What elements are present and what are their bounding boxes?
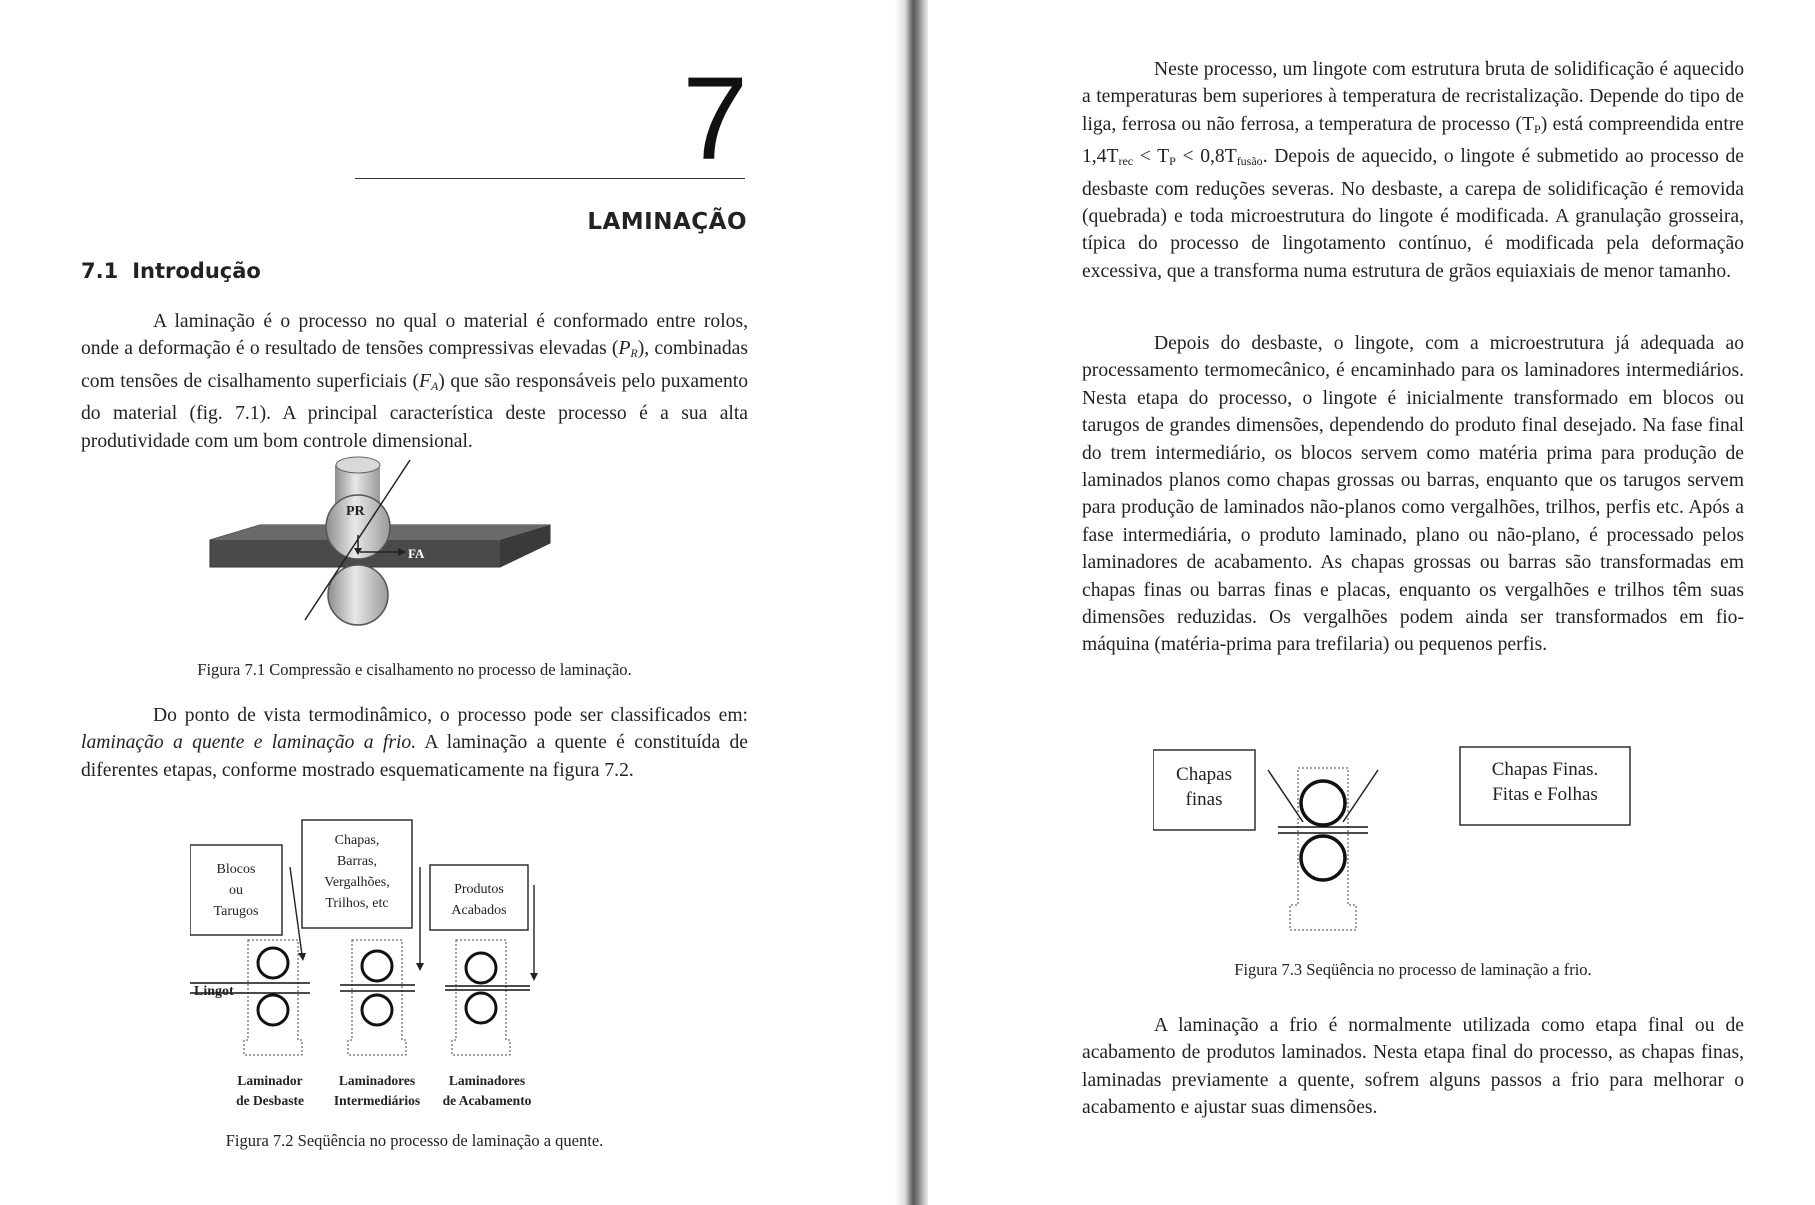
box-chapas-finas-line2: finas bbox=[1185, 789, 1223, 810]
process-text-1: Neste processo, um lingote com estrutura bruta de solidificação é aquecido a temperaturas bem superiores à temperatura de recristalização. Depende do tipo de liga, ferrosa ou não ferrosa, a temperatura de processo (T bbox=[1082, 59, 1744, 135]
intro-text-3: ) que são responsáveis pelo puxamento do material (fig. 7.1). A principal característica deste processo é a sua alta produtividade com um bom controle dimensional. bbox=[81, 370, 748, 452]
stand-1-label-line2: de Desbaste bbox=[236, 1093, 304, 1108]
chapter-number: 7 bbox=[682, 53, 748, 185]
tp-subscript-2: P bbox=[1169, 154, 1176, 169]
section-heading bbox=[81, 259, 275, 283]
intro-paragraph bbox=[81, 308, 748, 455]
figure-7-1-caption: Figura 7.1 Compressão e cisalhamento no processo de laminação. bbox=[197, 660, 632, 679]
fa-symbol: F bbox=[418, 370, 431, 392]
box-chapas-finas-line1: Chapas bbox=[1176, 764, 1232, 785]
tfusao-subscript: fusão bbox=[1236, 154, 1263, 169]
trec-subscript: rec bbox=[1118, 154, 1134, 169]
stand-2-label-line1: Laminadores bbox=[338, 1073, 416, 1088]
stand-intermediarios bbox=[340, 940, 415, 1055]
box-fitas-folhas-line2: Fitas e Folhas bbox=[1492, 784, 1598, 805]
thermo-text-1: Do ponto de vista termodinâmico, o processo pode ser classificados em: bbox=[153, 705, 748, 726]
stand-2-label-line2: Intermediários bbox=[333, 1093, 421, 1108]
chapter-rule bbox=[355, 178, 745, 179]
stand-1-label-line1: Laminador bbox=[237, 1073, 303, 1088]
left-page bbox=[0, 0, 905, 1205]
box-blocos-line2: ou bbox=[229, 883, 243, 898]
figure-7-3 bbox=[1153, 740, 1653, 950]
cold-rolling-stand bbox=[1278, 768, 1368, 930]
right-page bbox=[928, 0, 1815, 1205]
pr-label: PR bbox=[346, 504, 365, 519]
box-chapas-line3: Vergalhões, bbox=[324, 875, 390, 890]
thermo-paragraph bbox=[81, 702, 748, 784]
intro-text-2: ), combinadas com tensões de cisalhamento superficiais ( bbox=[81, 338, 748, 392]
chapter-title: LAMINAÇÃO bbox=[587, 209, 747, 235]
arrow-2-head bbox=[416, 963, 424, 971]
section-title: Introdução bbox=[132, 259, 261, 283]
stand-acabamento bbox=[445, 940, 530, 1055]
thermo-text-2: A laminação a quente é constituída de diferentes etapas, conforme mostrado esquematicamente na figura 7.2. bbox=[81, 732, 748, 781]
figure-7-1 bbox=[200, 455, 560, 635]
box-produtos-line1: Produtos bbox=[454, 882, 504, 897]
stand-3-label-line1: Laminadores bbox=[448, 1073, 526, 1088]
arrow-3-head bbox=[530, 973, 538, 981]
process-paragraph bbox=[1082, 56, 1744, 285]
box-chapas-line4: Trilhos, etc bbox=[325, 896, 389, 911]
intermediate-paragraph: Depois do desbaste, o lingote, com a microestrutura já adequada ao processamento termomecânico, é encaminhado para os laminadores intermediários. Nesta etapa do processo, o lingote é inicialmente transformado em blocos ou tarugos de grandes dimensões, dependendo do produto final desejado. Na fase final do trem intermediário, os blocos servem como matéria prima para produção de laminados planos como chapas grossas ou barras, enquanto que os tarugos servem para produção de laminados não-planos como vergalhões, trilhos, perfis etc. Após a fase intermediária, o produto laminado, plano ou não-plano, é processado pelos laminadores de acabamento. As chapas grossas ou barras são transformadas em chapas finas ou barras finas e placas, enquanto os vergalhões e trilhos têm suas dimensões reduzidas. Os vergalhões podem ainda ser transformados em fio-máquina (matéria-prima para trefilaria) ou pequenos perfis. bbox=[1082, 333, 1744, 656]
stand-3-label-line2: de Acabamento bbox=[442, 1093, 532, 1108]
box-fitas-folhas-line1: Chapas Finas. bbox=[1491, 759, 1599, 780]
arrow-1 bbox=[290, 867, 302, 955]
fa-label: FA bbox=[408, 546, 425, 561]
figure-7-2 bbox=[190, 815, 570, 1120]
box-blocos-line3: Tarugos bbox=[213, 904, 259, 919]
pr-subscript: R bbox=[630, 346, 638, 361]
process-text-4: < 0,8T bbox=[1175, 146, 1237, 168]
pr-symbol: P bbox=[618, 338, 631, 360]
figure-7-2-caption: Figura 7.2 Seqüência no processo de laminação a quente. bbox=[225, 1131, 604, 1150]
tp-subscript-1: P bbox=[1534, 121, 1541, 136]
fa-subscript: A bbox=[430, 378, 439, 393]
intro-text-1: A laminação é o processo no qual o material é conformado entre rolos, onde a deformação é o resultado de tensões compressivas elevadas ( bbox=[81, 311, 748, 360]
section-number: 7.1 bbox=[81, 259, 119, 283]
box-blocos-line1: Blocos bbox=[216, 862, 256, 877]
lingot-label: Lingot bbox=[194, 984, 234, 999]
process-text-2: ) está compreendida entre 1,4T bbox=[1082, 113, 1744, 168]
box-chapas-line1: Chapas, bbox=[334, 833, 380, 848]
figure-7-3-caption: Figura 7.3 Seqüência no processo de laminação a frio. bbox=[1234, 960, 1592, 979]
cold-rolling-paragraph: A laminação a frio é normalmente utilizada como etapa final ou de acabamento de produtos laminados. Nesta etapa final do processo, as chapas finas, laminadas previamente a quente, sofrem alguns passos a frio para melhorar o acabamento e ajustar suas dimensões. bbox=[1082, 1015, 1744, 1119]
lower-roll bbox=[328, 565, 388, 625]
box-produtos-line2: Acabados bbox=[451, 903, 507, 918]
box-produtos bbox=[430, 865, 528, 930]
thermo-italic: laminação a quente e laminação a frio. bbox=[81, 732, 417, 754]
box-chapas-line2: Barras, bbox=[336, 854, 378, 869]
process-text-3: < T bbox=[1133, 146, 1170, 168]
arrow-1-head bbox=[298, 953, 306, 961]
process-text-5: . Depois de aquecido, o lingote é submetido ao processo de desbaste com reduções severas. No desbaste, a carepa de solidificação é removida (quebrada) e toda microestrutura do lingote é modificada. A granulação grosseira, típica do processo de lingotamento contínuo, é modificada pela deformação excessiva, que a transforma numa estrutura de grãos equiaxiais de menor tamanho. bbox=[1082, 146, 1745, 282]
